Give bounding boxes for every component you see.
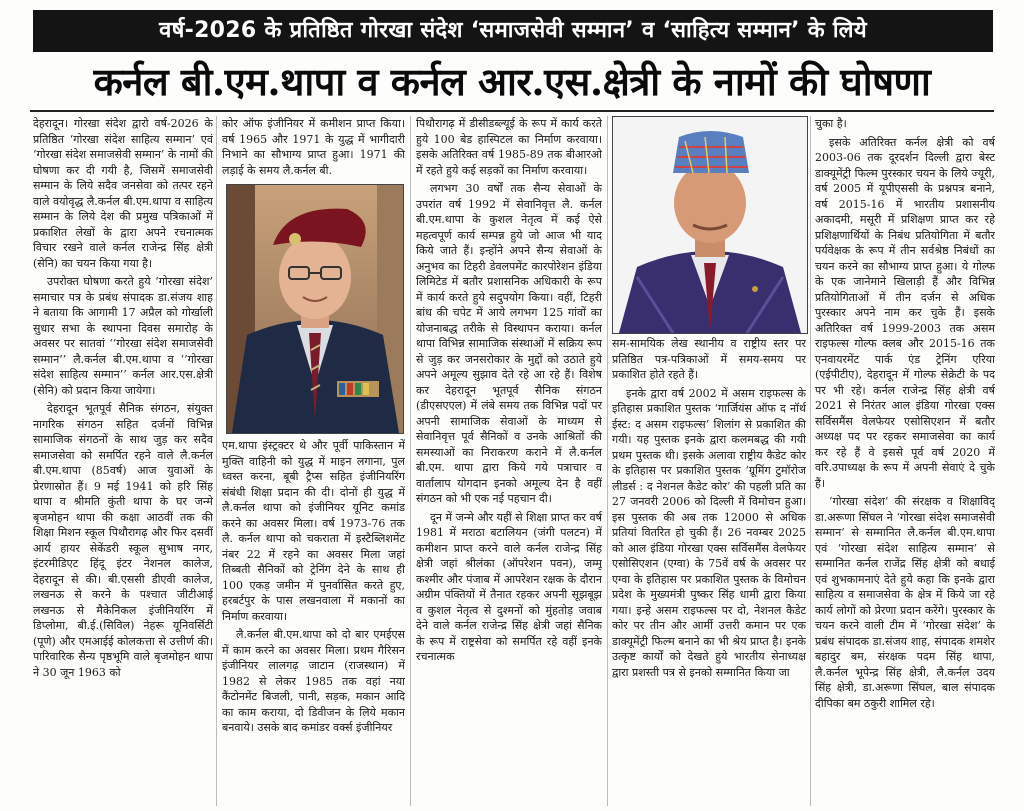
- headline-rule: [30, 110, 994, 112]
- headline: कर्नल बी.एम.थापा व कर्नल आर.एस.क्षेत्री के नामों की घोषणा: [93, 59, 931, 104]
- paragraph: कोर ऑफ इंजीनियर में कमीशन प्राप्त किया। वर्ष 1965 और 1971 के युद्ध में भागीदारी निभाने का सौभाग्य प्राप्त हुआ। 1971 की लड़ाई के समय लै.कर्नल बी.: [222, 117, 405, 177]
- paragraph: देहरादून भूतपूर्व सैनिक संगठन, संयुक्त नागरिक संगठन सहित दर्जनों विभिन्न सामाजिक संगठनों के साथ जुड़ कर सदैव समाजसेवा को समर्पित रहने वाले लै.कर्नल बी.एम.थापा (85वर्ष) आज युवाओं के प्रेरणास्रोत हैं। 9 मई 1941 को हरि सिंह थापा व श्रीमति कुंती थापा के घर जन्मे बृजमोहन थापा की कक्षा आठवीं तक की शिक्षा मिशन स्कूल पिथौरागढ़ और फिर दसवीं आर्य हायर सेकेंडरी स्कूल सुभाष नगर, इंटरमीडिएट हिंदू इंटर नेशनल कालेज, देहरादून से की। बी.एससी डीएवी कालेज, लखनऊ से करने के पश्चात जीटीआई लखनऊ से मैकेनिकल इंजीनियरिंग में डिप्लोमा, बी.ई.(सिविल) नेहरू यूनिवर्सिटी (पूणे) और एमआईई कोलकत्ता से उत्तीर्ण की। पारिवारिक सैन्य पृष्ठभूमि वाले बृजमोहन थापा ने 30 जून 1963 को: [33, 402, 213, 679]
- paragraph: लगभग 30 वर्षों तक सैन्य सेवाओं के उपरांत वर्ष 1992 में सेवानिवृत्त लै. कर्नल बी.एम.थापा के कुशल नेतृत्व में कई ऐसे महत्वपूर्ण कार्य सम्पन्न हुये जो आज भी याद किये जाते हैं। इन्होंने अपने सैन्य सेवाओं के अनुभव का टिहरी डेवलपमेंट कारपोरेशन इंडिया लिमिटेड में बतौर प्रशासनिक अधिकारी के रूप में कार्य करते हुये सदुपयोग किया। वहीं, टिहरी बांध की चपेट में आये लगभग 125 गांवों का योजनाबद्ध तरीके से विस्थापन कराया। कर्नल थापा विभिन्न सामाजिक संस्थाओं में सक्रिय रूप से जुड़ कर जनसरोकार के मुद्दों को उठाते हुये अपने अमूल्य सुझाव देते रहे आ रहे हैं। विशेष कर देहरादून भूतपूर्व सैनिक संगठन (डीएसएएल) में लंबे समय तक विभिन्न पदों पर अपनी सामाजिक सेवाओं के माध्यम से सेवानिवृत्त पूर्व सैनिकों व उनके आश्रितों की समस्याओं का निराकरण कराने में लै.कर्नल बी.एम. थापा द्वारा किये गये पत्राचार व वार्तालाप योगदान इनको अमूल्य देन है वहीं संगठन को भी एक नई पहचान दी।: [416, 182, 602, 505]
- paragraph: एम.थापा इंस्ट्रक्टर थे और पूर्वी पाकिस्तान में मुक्ति वाहिनी को युद्ध में माइन लगाना, पुल ध्वस्त करना, बूबी ट्रैप्स सहित इंजीनियरिंग संबंधी शिक्षा प्रदान की दी। दोनों ही युद्ध में लै.कर्नल थापा को इंजीनियर यूनिट कमांड करने का अवसर मिला। वर्ष 1973-76 तक लै. कर्नल थापा को चकराता में इस्टैब्लिशमेंट नंबर 22 में रहने का अवसर मिला जहां तिब्बती सैनिकों को ट्रेनिंग देने के साथ ही 100 एकड़ जमीन में पुनर्वासित करते हुए, हरबर्टपुर के पास लखनवाला में मकानों का निर्माण करवाया।: [222, 439, 405, 623]
- paragraph: चुका है।: [815, 117, 847, 130]
- column-divider: [216, 116, 217, 806]
- paragraph: ‘गोरखा संदेश’ की संरक्षक व शिक्षाविद् डा.अरूणा सिंघल ने ‘गोरखा संदेश समाजसेवी सम्मान’ से सम्मानित लै.कर्नल बी.एम.थापा एवं ‘गोरखा संदेश साहित्य सम्मान’ से सम्मानित कर्नल राजेंद्र सिंह क्षेत्री को बधाई एवं शुभकामनाएं देते हुये कहा कि इनके द्वारा साहित्य व समाजसेवा के क्षेत्र में किये जा रहे कार्य लोगों को प्रेरणा प्रदान करेंगे। पुरस्कार के चयन करने वाली टीम में ‘गोरखा संदेश’ के प्रबंध संपादक डा.संजय शाह, संपादक शमशेर बहादुर बम, संरक्षक पदम सिंह थापा, लै.कर्नल भूपेन्द्र सिंह क्षेत्री, लै.कर्नल उदय सिंह क्षेत्री, डा.अरूणा सिंघल, बाल संपादक दीपिका बम ठकुरी शामिल रहे।: [815, 495, 995, 710]
- article-column-2-bottom: [222, 438, 405, 806]
- photo-bm-thapa: [226, 184, 404, 434]
- photo-rs-kshetri: [612, 116, 808, 334]
- paragraph: दून में जन्मे और यहीं से शिक्षा प्राप्त कर वर्ष 1981 में मराठा बटालियन (जंगी पलटन) में कमीशन प्राप्त करने वाले कर्नल राजेन्द्र सिंह क्षेत्री जहां श्रीलंका (ऑपरेशन पवन), जम्मू कश्मीर और पंजाब में आपरेशन रक्षक के दौरान अग्रीम पंक्तियों में तैनात रहकर अपनी सूझबूझ व कुशल नेतृत्व से दुश्मनों को मुंहतोड़ जवाब देने वाले कर्नल राजेन्द्र सिंह क्षेत्री जहां सैनिक के रूप में राष्ट्रसेवा को समर्पित रहे वहीं इनके रचनात्मक: [416, 510, 602, 663]
- paragraph: इसके अतिरिक्त कर्नल क्षेत्री को वर्ष 2003-06 तक दूरदर्शन दिल्ली द्वारा बेस्ट डाक्यूमेंट्री फिल्म पुरस्कार चयन के लिये ज्यूरी, वर्ष 2005 में यूपीएससी के प्रश्नपत्र बनाने, वर्ष 2015-16 में भारतीय प्रशासनीय अकादमी, मसूरी में प्रशिक्षण प्राप्त कर रहे प्रशिक्षणार्थियों के निबंध प्रतियोगिता में बतौर पर्यवेक्षक के रूप में तीन सर्वश्रेष्ठ निबंधों का चयन करने का सौभाग्य प्राप्त हुआ। ये गोल्फ के एक जानेमाने खिलाड़ी हैं और विभिन्न प्रतियोगिताओं में तीन दर्जन से अधिक पुरस्कार अपने नाम कर चुके हैं। इसके अतिरिक्त वर्ष 1999-2003 तक असम राइफल्स गोल्फ क्लब और 2015-16 तक एनवायरमेंट पार्क एंड ट्रेनिंग एरिया (एईपीटीए), देहरादून में गोल्फ सेक्रेटी के पद पर भी रहे। कर्नल राजेन्द्र सिंह क्षेत्री वर्ष 2021 से निरंतर आल इंडिया गोरखा एक्स सर्विसमैंस वेलफेयर एसोसिएशन में बतौर अध्यक्ष पद पर रहकर समाजसेवा का कार्य कर रहे हैं वे इससे पूर्व वर्ष 2020 में वरि.उपाध्यक्ष के रूप में अपनी सेवाएं दे चुके हैं।: [815, 135, 995, 490]
- article-column-3: [416, 116, 602, 806]
- paragraph: लै.कर्नल बी.एम.थापा को दो बार एमईएस में काम करने का अवसर मिला। प्रथम गैरिसन इंजीनियर लालगढ़ जाटान (राजस्थान) में 1982 से लेकर 1985 तक वहां नया कैंटोनमेंट बिजली, पानी, सड़क, मकान आदि का काम कराया, दो डिवीजन के लिये मकान बनवाये। उसके बाद कमांडर वर्क्स इंजीनियर: [222, 628, 405, 734]
- article-column-4: [612, 336, 806, 806]
- column-divider: [410, 116, 411, 806]
- paragraph: इनके द्वारा वर्ष 2002 में असम राइफल्स के इतिहास प्रकाशित पुस्तक ‘गार्जियंस ऑफ द नॉर्थ ईस्ट: द असम राइफल्स’ शिलांग से प्रकाशित की गयी। यह पुस्तक इनके द्वारा कलमबद्ध की गयी प्रथम पुस्तक थी। इसके अलावा राष्ट्रीय कैडेट कोर के इतिहास पर प्रकाशित पुस्तक ‘ग्रूमिंग टुमॉरोज लीडर्स : द नेशनल कैडेट कोर’ की पहली प्रति का 27 जनवरी 2006 को दिल्ली में विमोचन हुआ। इस पुस्तक की अब तक 12000 से अधिक प्रतियां वितरित हो चुकी हैं। 26 नवम्बर 2025 को आल इंडिया गोरखा एक्स सर्विसमैंस वेलफेयर एसोसिएशन (एग्वा) के 75वें वर्ष के अवसर पर एग्वा के इतिहास पर प्रकाशित पुस्तक के विमोचन प्रदेश के मुख्यमंत्री पुष्कर सिंह धामी द्वारा किया गया। इन्हे असम राइफल्स पर दो, नेशनल कैडेट कोर पर तीन और आर्मी उत्तरी कमान पर एक डाक्यूमेंट्री फिल्म बनाने का भी श्रेय प्राप्त है। इनके उत्कृष्ट कार्यों को देखते हुये भारतीय सेनाध्यक्ष द्वारा प्रशस्ती पत्र से इनको सम्मानित किया जा: [612, 386, 806, 679]
- column-divider: [607, 116, 608, 806]
- article-column-5: [815, 116, 995, 806]
- article-column-2-top: [222, 116, 405, 180]
- paragraph: सम-सामयिक लेख स्थानीय व राष्ट्रीय स्तर पर प्रतिष्ठित पत्र-पत्रिकाओं में समय-समय पर प्रकाशित होते रहते हैं।: [612, 337, 806, 381]
- portrait-photo-icon: [227, 185, 403, 433]
- column-divider: [810, 116, 811, 806]
- paragraph: उपरोक्त घोषणा करते हुये ‘गोरखा संदेश’ समाचार पत्र के प्रबंध संपादक डा.संजय शाह ने बताया कि आगामी 17 अप्रैल को गोर्खाली सुधार सभा के स्थापना दिवस समारोह के अवसर पर सातवां ‘’गोरखा संदेश समाजसेवी सम्मान’’ लै.कर्नल बी.एम.थापा व ‘’गोरखा संदेश साहित्य सम्मान’’ कर्नल आर.एस.क्षेत्री (सेनि) को प्रदान किया जायेगा।: [33, 275, 213, 397]
- portrait-photo-icon: [613, 117, 807, 333]
- article-column-1: [33, 116, 213, 806]
- paragraph: पिथौरागढ़ में डीसीडब्ल्यूई के रूप में कार्य करते हुये 100 बेड हास्पिटल का निर्माण करवाया। इसके अतिरिक्त वर्ष 1985-89 तक बीआरओ में रहते हुये कई सड़कों का निर्माण करवाया।: [416, 117, 602, 177]
- banner-title: वर्ष-2026 के प्रतिष्ठित गोरखा संदेश ‘समाजसेवी सम्मान’ व ‘साहित्य सम्मान’ के लिये: [33, 10, 993, 52]
- paragraph: देहरादून। गोरखा संदेश द्वारो वर्ष-2026 के प्रतिष्ठित ‘गोरखा संदेश साहित्य सम्मान’ एवं ‘गोरखा संदेश समाजसेवी सम्मान’ के नामों की घोषणा कर दी गयी है, जिसमें समाजसेवी सम्मान के लिये सदैव जनसेवा को तत्पर रहने वाले वयोवृद्ध लै.कर्नल बी.एम.थापा व साहित्य सम्मान के लिये देश की प्रमुख पत्रिकाओं में प्रकाशित लेखों के द्वारा अपने रचनात्मक विचार रखने वाले कर्नल राजेन्द्र सिंह क्षेत्री (सेनि) का चयन किया गया है।: [33, 117, 213, 270]
